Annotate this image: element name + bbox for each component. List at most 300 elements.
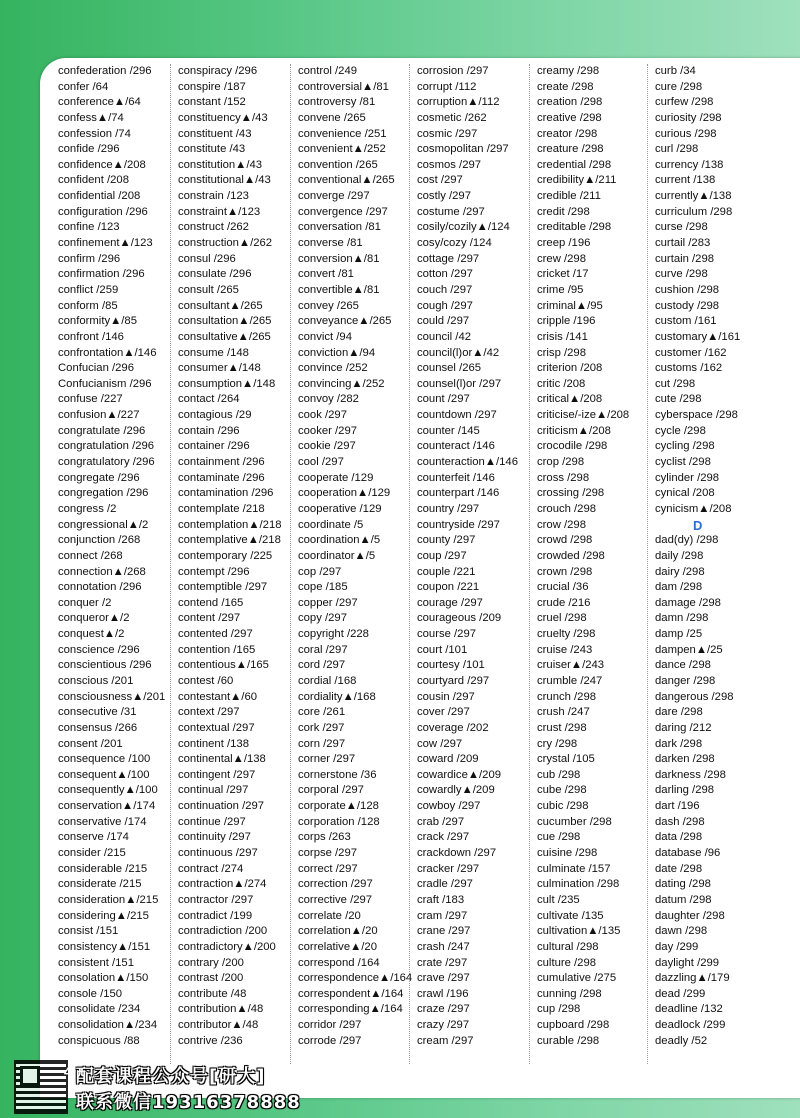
word-entry: congratulation /296 <box>58 440 155 453</box>
word-entry: contraction▲/274 <box>178 878 267 891</box>
word-entry: considerable /215 <box>58 862 148 875</box>
word-entry: crunch /298 <box>537 690 597 703</box>
word-entry: consulate /296 <box>178 268 252 281</box>
word-entry: cruiser▲/243 <box>537 659 605 672</box>
word-entry: contract /274 <box>178 862 244 875</box>
word-entry: considering▲/215 <box>58 909 149 922</box>
word-entry: cowboy /297 <box>417 800 481 813</box>
word-entry: corridor /297 <box>298 1019 362 1032</box>
word-entry: convention /265 <box>298 158 378 171</box>
word-column-5 <box>537 64 629 1049</box>
word-entry: controversial▲/81 <box>298 80 389 93</box>
word-entry: couple /221 <box>417 565 476 578</box>
word-entry: confinement▲/123 <box>58 237 153 250</box>
word-entry: consensus /266 <box>58 721 138 734</box>
word-entry: daring /212 <box>655 721 712 734</box>
word-entry: dating /298 <box>655 878 711 891</box>
word-entry: credit /298 <box>537 205 590 218</box>
word-entry: connect /268 <box>58 549 123 562</box>
word-entry: conserve /174 <box>58 831 129 844</box>
word-entry: conveyance▲/265 <box>298 315 392 328</box>
word-entry: crate /297 <box>417 956 468 969</box>
word-entry: dash /298 <box>655 815 705 828</box>
word-entry: damn /298 <box>655 612 709 625</box>
word-entry: consistent /151 <box>58 956 134 969</box>
word-entry: create /298 <box>537 80 594 93</box>
word-entry: confer /64 <box>58 80 109 93</box>
word-entry: dairy /298 <box>655 565 705 578</box>
word-entry: consider /215 <box>58 847 126 860</box>
word-entry: cracker /297 <box>417 862 480 875</box>
word-entry: curfew /298 <box>655 96 714 109</box>
word-entry: connotation /296 <box>58 581 142 594</box>
word-entry: contribution▲/48 <box>178 1003 264 1016</box>
word-entry: consolidation▲/234 <box>58 1019 158 1032</box>
word-entry: crush /247 <box>537 706 590 719</box>
word-entry: cop /297 <box>298 565 342 578</box>
word-entry: corps /263 <box>298 831 351 844</box>
word-entry: copper /297 <box>298 596 358 609</box>
word-entry: deadlock /299 <box>655 1019 726 1032</box>
word-entry: courage /297 <box>417 596 483 609</box>
word-entry: cure /298 <box>655 80 703 93</box>
word-entry: curb /34 <box>655 65 696 77</box>
word-entry: crop /298 <box>537 456 585 469</box>
word-entry: corporal /297 <box>298 784 364 797</box>
word-entry: custody /298 <box>655 299 720 312</box>
word-entry: considerate /215 <box>58 878 142 891</box>
word-entry: creative /298 <box>537 111 602 124</box>
word-entry: corrosion /297 <box>417 65 489 77</box>
word-entry: corruption▲/112 <box>417 96 500 109</box>
word-entry: curl /298 <box>655 143 699 156</box>
word-entry: control /249 <box>298 65 358 77</box>
word-entry: cub /298 <box>537 768 581 781</box>
word-entry: creature /298 <box>537 143 604 156</box>
word-entry: construction▲/262 <box>178 237 273 250</box>
word-entry: creator /298 <box>537 127 598 140</box>
word-entry: copy /297 <box>298 612 347 625</box>
word-entry: convoy /282 <box>298 393 359 406</box>
word-entry: data /298 <box>655 831 703 844</box>
word-entry: culture /298 <box>537 956 597 969</box>
word-entry: crucial /36 <box>537 581 589 594</box>
word-entry: cuisine /298 <box>537 847 598 860</box>
word-entry: confine /123 <box>58 221 120 234</box>
word-entry: correction /297 <box>298 878 373 891</box>
word-entry: cosmic /297 <box>417 127 478 140</box>
word-entry: continue /297 <box>178 815 246 828</box>
word-entry: contact /264 <box>178 393 240 406</box>
word-entry: curtain /298 <box>655 252 715 265</box>
word-entry: cosily/cozily▲/124 <box>417 221 510 234</box>
word-entry: correlative▲/20 <box>298 940 377 953</box>
word-entry: consideration▲/215 <box>58 893 159 906</box>
word-entry: counsel(l)or /297 <box>417 377 502 390</box>
word-entry: county /297 <box>417 534 476 547</box>
word-entry: country /297 <box>417 502 480 515</box>
column-divider <box>170 64 171 1064</box>
word-entry: contemporary /225 <box>178 549 273 562</box>
word-entry: consolation▲/150 <box>58 972 149 985</box>
word-entry: couch /297 <box>417 283 473 296</box>
word-entry: congregation /296 <box>58 487 149 500</box>
word-entry: contemplate /218 <box>178 502 265 515</box>
word-entry: confrontation▲/146 <box>58 346 157 359</box>
word-entry: contestant▲/60 <box>178 690 258 703</box>
word-entry: cover /297 <box>417 706 470 719</box>
word-entry: consecutive /31 <box>58 706 137 719</box>
word-entry: constituent /43 <box>178 127 252 140</box>
word-entry: convince /252 <box>298 362 368 375</box>
word-entry: crude /216 <box>537 596 591 609</box>
word-entry: crawl /196 <box>417 987 469 1000</box>
word-entry: convertible▲/81 <box>298 283 380 296</box>
word-entry: counsel /265 <box>417 362 482 375</box>
word-entry: consume /148 <box>178 346 249 359</box>
word-entry: cooperative /129 <box>298 502 382 515</box>
word-entry: critical▲/208 <box>537 393 603 406</box>
word-entry: corrective /297 <box>298 893 373 906</box>
word-entry: cut /298 <box>655 377 696 390</box>
word-entry: consequent▲/100 <box>58 768 150 781</box>
word-entry: cruel /298 <box>537 612 587 625</box>
word-entry: correspond /164 <box>298 956 380 969</box>
word-entry: critic /208 <box>537 377 586 390</box>
word-entry: confront /146 <box>58 330 124 343</box>
word-entry: corrode /297 <box>298 1034 362 1047</box>
word-entry: crown /298 <box>537 565 593 578</box>
word-entry: crave /297 <box>417 972 470 985</box>
word-entry: dead /299 <box>655 987 706 1000</box>
word-entry: creep /196 <box>537 237 591 250</box>
word-entry: conscious /201 <box>58 674 134 687</box>
word-entry: contamination /296 <box>178 487 274 500</box>
word-entry: daylight /299 <box>655 956 720 969</box>
word-entry: corporate▲/128 <box>298 800 379 813</box>
word-entry: contrary /200 <box>178 956 244 969</box>
word-entry: console /150 <box>58 987 123 1000</box>
word-entry: cosy/cozy /124 <box>417 237 492 250</box>
word-entry: consult /265 <box>178 283 239 296</box>
word-entry: dampen▲/25 <box>655 643 723 656</box>
word-entry: curve /298 <box>655 268 708 281</box>
word-entry: damp /25 <box>655 628 703 641</box>
word-entry: crystal /105 <box>537 753 595 766</box>
word-entry: curable /298 <box>537 1034 600 1047</box>
word-entry: cushion /298 <box>655 283 720 296</box>
word-entry: cordial /168 <box>298 674 357 687</box>
word-entry: daily /298 <box>655 549 704 562</box>
word-entry: contextual /297 <box>178 721 255 734</box>
word-entry: contradict /199 <box>178 909 253 922</box>
word-entry: conformity▲/85 <box>58 315 137 328</box>
word-entry: cord /297 <box>298 659 346 672</box>
word-entry: conflict /259 <box>58 283 119 296</box>
word-entry: coward /209 <box>417 753 479 766</box>
word-entry: consent /201 <box>58 737 123 750</box>
section-letter: D <box>692 517 703 533</box>
word-entry: daughter /298 <box>655 909 725 922</box>
word-entry: crouch /298 <box>537 502 597 515</box>
word-entry: cotton /297 <box>417 268 473 281</box>
word-entry: cosmopolitan /297 <box>417 143 509 156</box>
word-entry: constitutional▲/43 <box>178 174 271 187</box>
word-entry: cornerstone /36 <box>298 768 377 781</box>
word-entry: criticise/-ize▲/208 <box>537 409 630 422</box>
word-entry: contentious▲/165 <box>178 659 269 672</box>
word-entry: costume /297 <box>417 205 485 218</box>
word-entry: cycle /298 <box>655 424 706 437</box>
word-entry: congress /2 <box>58 502 117 515</box>
word-entry: conscience /296 <box>58 643 140 656</box>
word-entry: confidence▲/208 <box>58 158 146 171</box>
word-entry: crack /297 <box>417 831 470 844</box>
word-entry: dad(dy) /298 <box>655 534 719 547</box>
word-entry: counteract /146 <box>417 440 495 453</box>
word-entry: currency /138 <box>655 158 724 171</box>
word-entry: curious /298 <box>655 127 717 140</box>
word-entry: continual /297 <box>178 784 249 797</box>
word-entry: context /297 <box>178 706 240 719</box>
word-entry: continental▲/138 <box>178 753 266 766</box>
qr-code-icon <box>14 1060 68 1114</box>
word-entry: cottage /297 <box>417 252 480 265</box>
word-entry: conspire /187 <box>178 80 246 93</box>
word-entry: conquest▲/2 <box>58 628 125 641</box>
word-entry: crow /298 <box>537 518 586 531</box>
word-entry: cue /298 <box>537 831 581 844</box>
word-entry: cultivate /135 <box>537 909 604 922</box>
word-entry: convey /265 <box>298 299 359 312</box>
word-entry: cooperation▲/129 <box>298 487 391 500</box>
word-entry: damage /298 <box>655 596 721 609</box>
word-entry: countdown /297 <box>417 409 497 422</box>
word-entry: constrain /123 <box>178 190 249 203</box>
word-entry: contradiction /200 <box>178 925 268 938</box>
word-entry: courtyard /297 <box>417 674 490 687</box>
word-entry: crossing /298 <box>537 487 605 500</box>
word-entry: contented /297 <box>178 628 253 641</box>
word-entry: dare /298 <box>655 706 703 719</box>
word-entry: correct /297 <box>298 862 358 875</box>
word-entry: cosmetic /262 <box>417 111 487 124</box>
word-entry: correlation▲/20 <box>298 925 378 938</box>
word-entry: crust /298 <box>537 721 587 734</box>
word-entry: consolidate /234 <box>58 1003 141 1016</box>
word-entry: cycling /298 <box>655 440 715 453</box>
word-entry: creamy /298 <box>537 65 600 77</box>
word-entry: customs /162 <box>655 362 723 375</box>
word-entry: date /298 <box>655 862 703 875</box>
word-entry: crash /247 <box>417 940 470 953</box>
word-entry: contractor /297 <box>178 893 254 906</box>
word-entry: cynicism▲/208 <box>655 502 732 515</box>
word-entry: dangerous /298 <box>655 690 734 703</box>
word-entry: costly /297 <box>417 190 472 203</box>
word-entry: cyberspace /298 <box>655 409 738 422</box>
word-entry: crowded /298 <box>537 549 605 562</box>
word-entry: cucumber /298 <box>537 815 612 828</box>
column-divider <box>647 64 648 1064</box>
word-entry: construct /262 <box>178 221 249 234</box>
column-divider <box>290 64 291 1064</box>
word-entry: darken /298 <box>655 753 715 766</box>
word-entry: conqueror▲/2 <box>58 612 130 625</box>
word-entry: coordination▲/5 <box>298 534 381 547</box>
word-entry: confess▲/74 <box>58 111 124 124</box>
word-entry: crackdown /297 <box>417 847 497 860</box>
word-entry: coral /297 <box>298 643 348 656</box>
word-entry: consist /151 <box>58 925 119 938</box>
word-entry: cute /298 <box>655 393 702 406</box>
word-entry: coordinate /5 <box>298 518 364 531</box>
word-entry: consultant▲/265 <box>178 299 263 312</box>
word-entry: cowardly▲/209 <box>417 784 495 797</box>
word-entry: cruelty /298 <box>537 628 596 641</box>
word-entry: crowd /298 <box>537 534 593 547</box>
word-entry: count /297 <box>417 393 470 406</box>
word-entry: continuous /297 <box>178 847 258 860</box>
word-entry: conference▲/64 <box>58 96 141 109</box>
word-entry: congratulate /296 <box>58 424 146 437</box>
word-entry: contrive /236 <box>178 1034 243 1047</box>
word-entry: criticism▲/208 <box>537 424 611 437</box>
word-entry: conscientious /296 <box>58 659 152 672</box>
word-entry: cordiality▲/168 <box>298 690 376 703</box>
word-entry: conspiracy /296 <box>178 65 258 77</box>
word-entry: coverage /202 <box>417 721 489 734</box>
word-entry: customary▲/161 <box>655 330 741 343</box>
word-entry: craft /183 <box>417 893 465 906</box>
word-entry: cowardice▲/209 <box>417 768 502 781</box>
watermark-line-2: 联系微信19316378888 <box>76 1092 301 1113</box>
word-entry: cool /297 <box>298 456 344 469</box>
word-entry: contaminate /296 <box>178 471 265 484</box>
word-entry: consumption▲/148 <box>178 377 276 390</box>
word-entry: currently▲/138 <box>655 190 732 203</box>
word-entry: consequence /100 <box>58 753 151 766</box>
word-entry: cookie /297 <box>298 440 356 453</box>
word-entry: cosmos /297 <box>417 158 482 171</box>
word-entry: consistency▲/151 <box>58 940 151 953</box>
word-entry: course /297 <box>417 628 477 641</box>
word-entry: confirm /296 <box>58 252 121 265</box>
word-entry: converge /297 <box>298 190 370 203</box>
word-entry: conquer /2 <box>58 596 112 609</box>
word-entry: correspondent▲/164 <box>298 987 404 1000</box>
word-entry: curiosity /298 <box>655 111 722 124</box>
word-entry: contemplative▲/218 <box>178 534 281 547</box>
word-entry: contempt /296 <box>178 565 250 578</box>
word-entry: dark /298 <box>655 737 703 750</box>
word-entry: conspicuous /88 <box>58 1034 140 1047</box>
word-entry: counteraction▲/146 <box>417 456 518 469</box>
watermark-line-1: 配套课程公众号[研大] <box>76 1066 266 1087</box>
word-entry: crew /298 <box>537 252 586 265</box>
word-entry: conversion▲/81 <box>298 252 380 265</box>
word-entry: court /101 <box>417 643 468 656</box>
word-column-1 <box>58 64 165 1049</box>
word-entry: convincing▲/252 <box>298 377 385 390</box>
word-entry: crab /297 <box>417 815 465 828</box>
word-entry: confident /208 <box>58 174 129 187</box>
word-entry: congregate /296 <box>58 471 140 484</box>
word-entry: criterion /208 <box>537 362 603 375</box>
word-entry: cross /298 <box>537 471 590 484</box>
word-entry: contradictory▲/200 <box>178 940 276 953</box>
word-entry: danger /298 <box>655 674 716 687</box>
word-entry: consultation▲/265 <box>178 315 272 328</box>
word-entry: cooperate /129 <box>298 471 374 484</box>
word-entry: current /138 <box>655 174 716 187</box>
word-entry: dawn /298 <box>655 925 708 938</box>
word-entry: conversation /81 <box>298 221 381 234</box>
word-entry: confuse /227 <box>58 393 123 406</box>
word-entry: customer /162 <box>655 346 727 359</box>
word-entry: conventional▲/265 <box>298 174 395 187</box>
word-entry: cyclist /298 <box>655 456 711 469</box>
word-entry: cost /297 <box>417 174 463 187</box>
word-entry: consumer▲/148 <box>178 362 261 375</box>
word-entry: cunning /298 <box>537 987 602 1000</box>
word-entry: continent /138 <box>178 737 249 750</box>
word-entry: cylinder /298 <box>655 471 720 484</box>
word-entry: contemptible /297 <box>178 581 268 594</box>
word-entry: cram /297 <box>417 909 468 922</box>
word-entry: confederation /296 <box>58 65 152 77</box>
column-divider <box>409 64 410 1064</box>
word-entry: council(l)or▲/42 <box>417 346 500 359</box>
word-column-2 <box>178 64 282 1049</box>
word-entry: courtesy /101 <box>417 659 485 672</box>
word-entry: confide /296 <box>58 143 120 156</box>
word-entry: countryside /297 <box>417 518 500 531</box>
word-entry: constitution▲/43 <box>178 158 263 171</box>
word-entry: cubic /298 <box>537 800 589 813</box>
word-entry: congratulatory /296 <box>58 456 155 469</box>
word-entry: convict /94 <box>298 330 353 343</box>
word-entry: Confucianism /296 <box>58 377 152 390</box>
word-entry: crazy /297 <box>417 1019 470 1032</box>
word-entry: convene /265 <box>298 111 366 124</box>
word-entry: darkness /298 <box>655 768 726 781</box>
word-entry: constant /152 <box>178 96 246 109</box>
word-entry: culmination /298 <box>537 878 620 891</box>
word-entry: datum /298 <box>655 893 712 906</box>
word-entry: connection▲/268 <box>58 565 146 578</box>
word-entry: converse /81 <box>298 237 363 250</box>
word-entry: cruise /243 <box>537 643 593 656</box>
word-entry: contend /165 <box>178 596 244 609</box>
word-entry: crumble /247 <box>537 674 603 687</box>
word-entry: cynical /208 <box>655 487 715 500</box>
word-entry: could /297 <box>417 315 470 328</box>
word-entry: cope /185 <box>298 581 348 594</box>
word-entry: content /297 <box>178 612 241 625</box>
word-entry: confusion▲/227 <box>58 409 140 422</box>
word-entry: contribute /48 <box>178 987 247 1000</box>
word-entry: conservative /174 <box>58 815 147 828</box>
word-entry: corrupt /112 <box>417 80 477 93</box>
word-entry: coup /297 <box>417 549 467 562</box>
word-entry: creditable /298 <box>537 221 612 234</box>
word-entry: credibility▲/211 <box>537 174 617 187</box>
word-entry: corpse /297 <box>298 847 358 860</box>
word-entry: consultative▲/265 <box>178 330 271 343</box>
word-entry: dance /298 <box>655 659 711 672</box>
word-entry: correspondence▲/164 <box>298 972 413 985</box>
